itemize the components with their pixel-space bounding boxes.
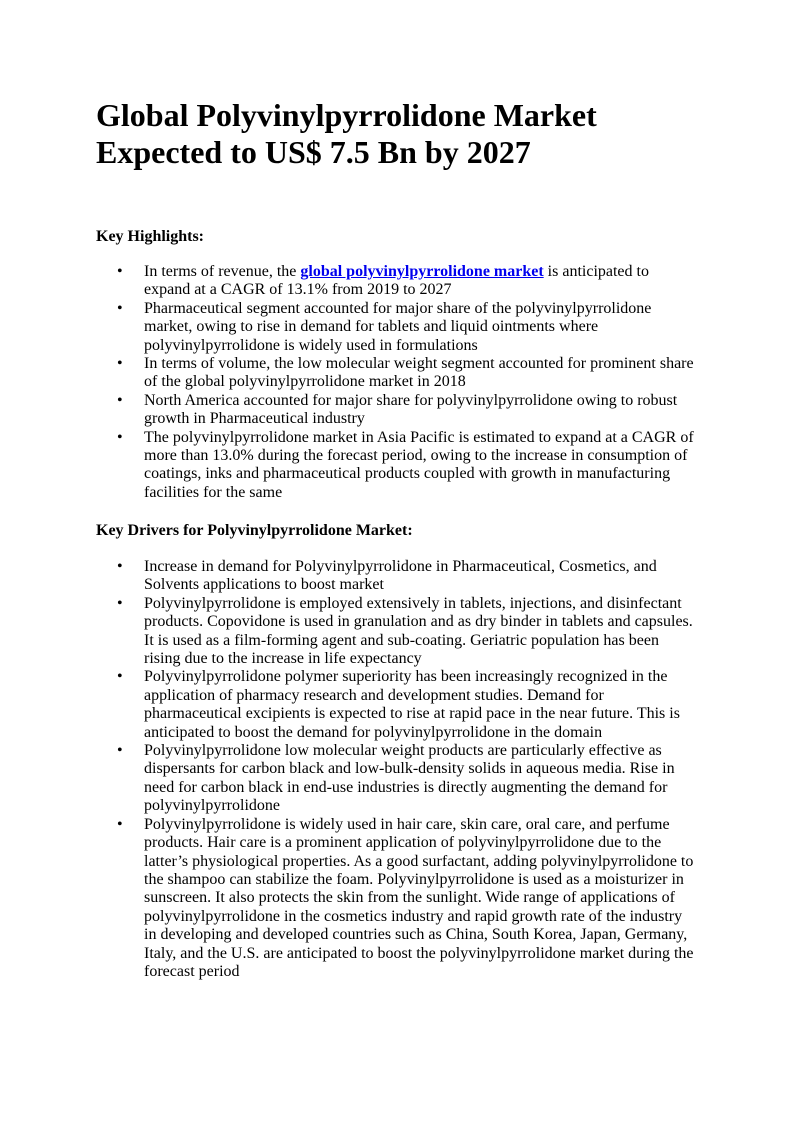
key-highlights-heading: Key Highlights:: [96, 228, 205, 245]
bullet-icon: •: [117, 299, 123, 317]
list-item: • In terms of volume, the low molecular weight segment accounted for prominent share of the global polyvinylpyrrolidone market in 2018: [117, 355, 694, 391]
bullet-icon: •: [117, 594, 123, 612]
list-item: • The polyvinylpyrrolidone market in Asia Pacific is estimated to expand at a CAGR of more than 13.0% during the forecast period, owing to the increase in consumption of coatings, inks and pharmaceutical products coupled with growth in manufacturing facilities for the same: [117, 428, 694, 501]
page-title: Global Polyvinylpyrrolidone Market Expected to US$ 7.5 Bn by 2027: [96, 97, 597, 170]
bullet-icon: •: [117, 742, 123, 760]
key-highlights-list: [96, 263, 696, 502]
bullet-icon: •: [117, 815, 123, 833]
market-link[interactable]: global polyvinylpyrrolidone market: [300, 263, 544, 280]
bullet-icon: •: [117, 355, 123, 373]
list-item: • Polyvinylpyrrolidone is employed extensively in tablets, injections, and disinfectant products. Copovidone is used in granulation and as dry binder in tablets and capsules. It is used as a film-forming agent and sub-coating. Geriatric population has been rising due to the increase in life expectancy: [117, 594, 693, 668]
list-item: • In terms of revenue, the global polyvinylpyrrolidone market is anticipated to expand at a CAGR of 13.1% from 2019 to 2027: [117, 263, 649, 299]
bullet-icon: •: [117, 263, 123, 280]
list-item: • North America accounted for major share for polyvinylpyrrolidone owing to robust growth in Pharmaceutical industry: [117, 391, 678, 428]
list-item: • Polyvinylpyrrolidone is widely used in hair care, skin care, oral care, and perfume products. Hair care is a prominent application of polyvinylpyrrolidone due to the latter’s physiological properties. As a good surfactant, adding polyvinylpyrrolidone to the shampoo can stabilize the foam. Polyvinylpyrrolidone is used as a moisturizer in sunscreen. It also protects the skin from the sunlight. Wide range of applications of polyvinylpyrrolidone in the cosmetics industry and rapid growth rate of the industry in developing and developed countries such as China, South Korea, Japan, Germany, Italy, and the U.S. are anticipated to boost the polyvinylpyrrolidone market during the forecast period: [117, 815, 694, 980]
bullet-icon: •: [117, 428, 123, 446]
bullet-icon: •: [117, 668, 123, 686]
bullet-icon: •: [117, 391, 123, 409]
list-item: • Increase in demand for Polyvinylpyrrolidone in Pharmaceutical, Cosmetics, and Solvents applications to boost market: [117, 558, 657, 594]
key-drivers-list: [96, 558, 696, 981]
list-item: • Pharmaceutical segment accounted for major share of the polyvinylpyrrolidone market, owing to rise in demand for tablets and liquid ointments where polyvinylpyrrolidone is widely used in formulations: [117, 299, 652, 354]
list-item: • Polyvinylpyrrolidone polymer superiority has been increasingly recognized in the application of pharmacy research and development studies. Demand for pharmaceutical excipients is expected to rise at rapid pace in the near future. This is anticipated to boost the demand for polyvinylpyrrolidone in the domain: [117, 668, 680, 741]
list-item: • Polyvinylpyrrolidone low molecular weight products are particularly effective as dispersants for carbon black and low-bulk-density solids in aqueous media. Rise in need for carbon black in end-use industries is directly augmenting the demand for polyvinylpyrrolidone: [117, 742, 675, 815]
bullet-icon: •: [117, 558, 123, 575]
key-drivers-heading: Key Drivers for Polyvinylpyrrolidone Market:: [96, 522, 413, 539]
